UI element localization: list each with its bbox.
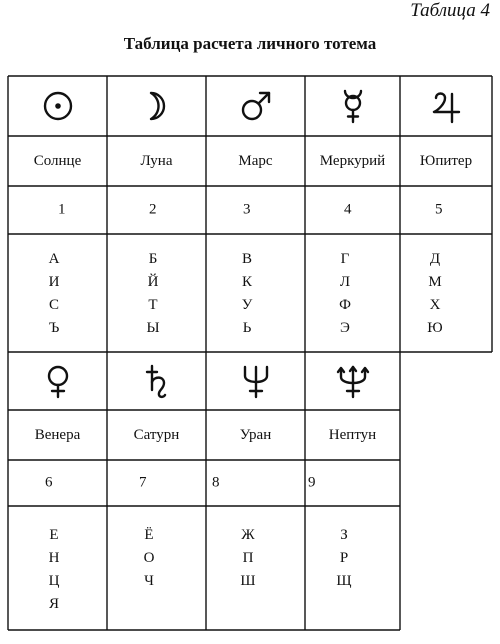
letter: Х	[429, 297, 441, 313]
letter: Е	[49, 527, 59, 543]
mars-icon	[239, 89, 273, 123]
planet-number: 7	[139, 474, 147, 491]
planet-letters	[425, 248, 445, 340]
planet-number: 9	[308, 474, 316, 491]
planet-number: 5	[435, 201, 443, 218]
neptune-icon	[336, 364, 370, 398]
planet-number-cell	[206, 186, 305, 234]
letter: А	[48, 251, 60, 267]
planet-symbol-cell	[8, 76, 107, 136]
venus-icon	[41, 364, 75, 398]
planet-number: 8	[212, 474, 220, 491]
letter: Ц	[48, 573, 60, 589]
letter: Б	[148, 251, 158, 267]
letter: Ч	[144, 573, 154, 589]
letter: И	[48, 274, 60, 290]
letter: Г	[340, 251, 350, 267]
letter: З	[340, 527, 348, 543]
planet-number: 4	[344, 201, 352, 218]
planet-letters	[44, 248, 64, 340]
letter: Щ	[336, 573, 352, 589]
planet-name: Меркурий	[319, 152, 386, 169]
letter: Р	[339, 550, 349, 566]
letter: Й	[147, 274, 159, 290]
letter: Ъ	[48, 320, 60, 336]
planet-symbol-cell	[107, 76, 206, 136]
planet-symbol-cell	[400, 76, 492, 136]
planet-letters	[143, 248, 163, 340]
planet-number-cell	[8, 460, 107, 506]
planet-name: Нептун	[328, 426, 377, 443]
planet-symbol-cell	[305, 76, 400, 136]
planet-letters	[237, 524, 259, 593]
planet-symbol-cell	[206, 352, 305, 410]
letter: Ё	[144, 527, 154, 543]
planet-number-cell	[400, 186, 492, 234]
letter: К	[241, 274, 252, 290]
letter: Ф	[339, 297, 351, 313]
planet-number-cell	[107, 186, 206, 234]
planet-number: 2	[149, 201, 157, 218]
letter: Ы	[146, 320, 160, 336]
planet-symbol-cell	[305, 352, 400, 410]
planet-symbol-cell	[107, 352, 206, 410]
planet-name: Сатурн	[133, 426, 180, 443]
letter: Т	[148, 297, 158, 313]
table-number: Таблица 4	[410, 0, 490, 21]
planet-number-cell	[107, 460, 206, 506]
planet-symbol-cell	[206, 76, 305, 136]
planet-number-cell	[305, 186, 400, 234]
planet-name: Луна	[140, 152, 173, 169]
planet-letters	[333, 524, 355, 593]
letter: В	[241, 251, 252, 267]
planet-letters	[237, 248, 257, 340]
letter: Л	[339, 274, 351, 290]
planet-letters	[335, 248, 355, 340]
planet-letters	[139, 524, 159, 593]
letter: Я	[48, 596, 59, 612]
letter: П	[242, 550, 254, 566]
planet-letters	[44, 524, 64, 616]
planet-number: 6	[45, 474, 53, 491]
planet-number: 3	[243, 201, 251, 218]
letter: Д	[429, 251, 441, 267]
letter: Ь	[242, 320, 252, 336]
saturn-icon	[140, 364, 174, 398]
letter: М	[428, 274, 442, 290]
letter: О	[143, 550, 155, 566]
planet-name: Марс	[238, 152, 273, 169]
letter: У	[241, 297, 253, 313]
planet-number: 1	[58, 201, 66, 218]
planet-name: Солнце	[33, 152, 82, 169]
letter: Ш	[240, 573, 256, 589]
moon-icon	[140, 89, 174, 123]
letter: Ю	[427, 320, 443, 336]
letter: С	[48, 297, 59, 313]
planet-name: Уран	[239, 426, 272, 443]
letter: Ж	[241, 527, 255, 543]
planet-name: Венера	[34, 426, 81, 443]
sun-icon	[41, 89, 75, 123]
planet-number-cell	[305, 460, 400, 506]
planet-number-cell	[206, 460, 305, 506]
letter: Н	[48, 550, 60, 566]
mercury-icon	[336, 89, 370, 123]
letter: Э	[340, 320, 350, 336]
planet-name: Юпитер	[419, 152, 473, 169]
jupiter-icon	[429, 89, 463, 123]
planet-symbol-cell	[8, 352, 107, 410]
table-title: Таблица расчета личного тотема	[123, 34, 377, 53]
uranus-icon	[239, 364, 273, 398]
planet-number-cell	[8, 186, 107, 234]
